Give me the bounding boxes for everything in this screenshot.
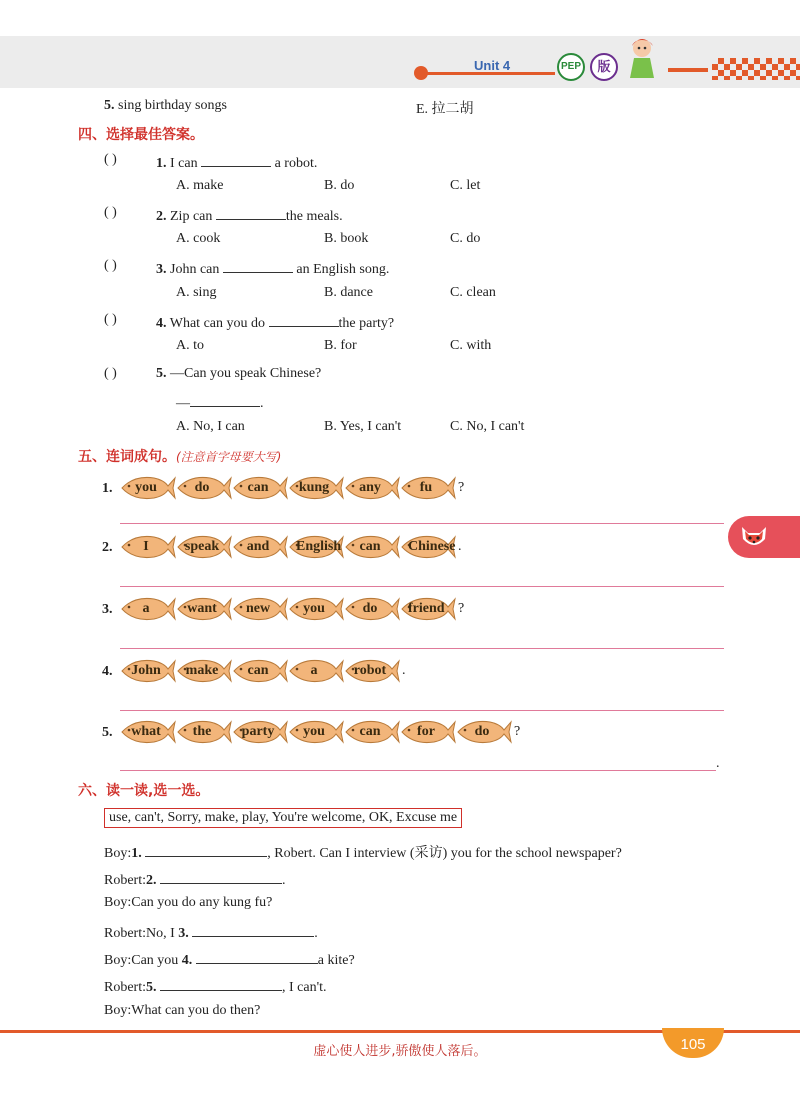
option-a[interactable]: A. cook [176, 231, 221, 246]
word-fish[interactable]: you [288, 718, 344, 746]
option-c[interactable]: C. No, I can't [450, 419, 525, 434]
question-stem: 2. Zip can the meals. [156, 205, 343, 225]
header-band [0, 36, 800, 88]
answer-blank[interactable] [223, 258, 293, 273]
dialogue-line-3: Boy:Can you do any kung fu? [104, 895, 273, 910]
word-fish[interactable]: you [120, 474, 176, 502]
section5-title: 五、连词成句。(注意首字母要大写) [78, 449, 282, 465]
word-fish[interactable]: Chinese [400, 533, 456, 561]
word-fish[interactable]: do [344, 595, 400, 623]
question-stem: 1. I can a robot. [156, 152, 317, 172]
word-row [120, 718, 520, 746]
page-number: 105 [662, 1028, 724, 1058]
answer-line[interactable] [120, 770, 716, 771]
word-fish[interactable]: can [344, 533, 400, 561]
dialogue-line-7: Boy:What can you do then? [104, 1003, 261, 1018]
word-fish[interactable]: a [120, 595, 176, 623]
word-fish[interactable]: English [288, 533, 344, 561]
word-fish[interactable]: any [344, 474, 400, 502]
answer-blank[interactable] [145, 842, 267, 857]
option-a[interactable]: A. No, I can [176, 419, 245, 434]
word-fish[interactable]: you [288, 595, 344, 623]
match-item-5: 5. sing birthday songs [104, 98, 227, 113]
sentence-number: 5. [102, 725, 113, 740]
word-fish[interactable]: friend [400, 595, 456, 623]
option-b[interactable]: B. do [324, 178, 355, 193]
word-fish[interactable]: make [176, 657, 232, 685]
pep-badge: PEP [557, 53, 585, 81]
option-c[interactable]: C. clean [450, 285, 496, 300]
sentence-number: 3. [102, 602, 113, 617]
footer-motto: 虚心使人进步,骄傲使人落后。 [313, 1044, 487, 1059]
answer-paren[interactable]: ( ) [104, 258, 117, 273]
fairy-icon [620, 36, 660, 82]
dialogue-line-2: Robert:2. . [104, 869, 286, 889]
word-fish[interactable]: robot [344, 657, 400, 685]
edition-badge: 版 [590, 53, 618, 81]
option-c[interactable]: C. with [450, 338, 492, 353]
dialogue-line-4: Robert:No, I 3. . [104, 922, 318, 942]
answer-blank[interactable] [196, 949, 318, 964]
word-box: use, can't, Sorry, make, play, You're welcome, OK, Excuse me [104, 808, 462, 828]
word-fish[interactable]: new [232, 595, 288, 623]
answer-paren[interactable]: ( ) [104, 205, 117, 220]
word-fish[interactable]: a [288, 657, 344, 685]
sentence-end-mark: . [458, 539, 462, 554]
sentence-end-mark: ? [458, 480, 465, 495]
word-fish[interactable]: John [120, 657, 176, 685]
option-b[interactable]: B. book [324, 231, 369, 246]
word-fish[interactable]: can [232, 474, 288, 502]
word-fish[interactable]: want [176, 595, 232, 623]
word-fish[interactable]: do [456, 718, 512, 746]
option-c[interactable]: C. do [450, 231, 481, 246]
answer-paren[interactable]: ( ) [104, 312, 117, 327]
dialogue-line-6: Robert:5. , I can't. [104, 976, 327, 996]
sentence-number: 1. [102, 481, 113, 496]
dialogue-line-1: Boy:1. , Robert. Can I interview (采访) you for the school newspaper? [104, 842, 622, 862]
answer-blank[interactable] [201, 152, 271, 167]
word-row [120, 657, 406, 685]
word-fish[interactable]: do [176, 474, 232, 502]
dialogue-line-5: Boy:Can you 4. a kite? [104, 949, 355, 969]
question-stem: 5. —Can you speak Chinese? [156, 366, 322, 381]
option-a[interactable]: A. sing [176, 285, 217, 300]
section4-title: 四、选择最佳答案。 [78, 127, 204, 143]
option-c[interactable]: C. let [450, 178, 481, 193]
word-fish[interactable]: and [232, 533, 288, 561]
answer-blank[interactable] [192, 922, 314, 937]
word-fish[interactable]: what [120, 718, 176, 746]
sentence-number: 4. [102, 664, 113, 679]
answer-blank[interactable] [269, 312, 339, 327]
answer-line[interactable] [120, 523, 724, 524]
word-fish[interactable]: speak [176, 533, 232, 561]
answer-blank[interactable] [216, 205, 286, 220]
answer-line[interactable] [120, 586, 724, 587]
word-fish[interactable]: fu [400, 474, 456, 502]
header-checker-pattern [712, 58, 800, 80]
answer-line[interactable] [120, 648, 724, 649]
answer-blank[interactable] [190, 392, 260, 407]
option-b[interactable]: B. Yes, I can't [324, 419, 402, 434]
section6-title: 六、读一读,选一选。 [78, 783, 210, 799]
answer-paren[interactable]: ( ) [104, 366, 117, 381]
answer-paren[interactable]: ( ) [104, 152, 117, 167]
unit-label: Unit 4 [474, 58, 511, 73]
answer-blank[interactable] [160, 976, 282, 991]
answer-line[interactable] [120, 710, 724, 711]
word-row [120, 595, 464, 623]
sentence-number: 2. [102, 540, 113, 555]
match-item-e: E. 拉二胡 [416, 102, 474, 117]
word-row [120, 474, 464, 502]
word-row [120, 533, 462, 561]
word-fish[interactable]: can [232, 657, 288, 685]
header-line-right [668, 68, 708, 72]
sentence-end-mark: ? [514, 724, 521, 739]
word-fish[interactable]: the [176, 718, 232, 746]
sentence-end-mark: . [402, 663, 406, 678]
question-stem: 4. What can you do the party? [156, 312, 394, 332]
question-stem: 3. John can an English song. [156, 258, 389, 278]
option-b[interactable]: B. dance [324, 285, 373, 300]
word-fish[interactable]: can [344, 718, 400, 746]
option-a[interactable]: A. to [176, 338, 204, 353]
option-b[interactable]: B. for [324, 338, 357, 353]
word-fish[interactable]: kung [288, 474, 344, 502]
option-a[interactable]: A. make [176, 178, 224, 193]
word-fish[interactable]: for [400, 718, 456, 746]
word-fish[interactable]: I [120, 533, 176, 561]
fox-icon [738, 521, 770, 553]
word-fish[interactable]: party [232, 718, 288, 746]
sentence-end-mark: ? [458, 601, 465, 616]
answer-blank[interactable] [160, 869, 282, 884]
answer-line: — . [176, 392, 264, 412]
final-period: . [716, 756, 720, 771]
